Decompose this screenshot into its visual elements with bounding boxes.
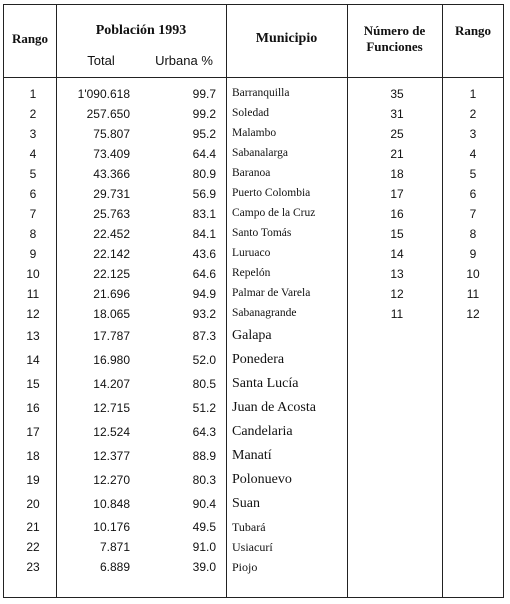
cell-total: 75.807 xyxy=(93,127,130,141)
cell-urbana: 88.9 xyxy=(192,449,216,463)
table-row xyxy=(4,540,503,556)
cell-funciones: 13 xyxy=(390,267,404,281)
cell-rango: 17 xyxy=(26,425,40,439)
cell-rango: 15 xyxy=(26,377,40,391)
cell-funciones: 25 xyxy=(390,127,404,141)
table-row xyxy=(4,425,503,441)
cell-municipio: Suan xyxy=(232,496,260,511)
table-row xyxy=(4,560,503,576)
cell-urbana: 84.1 xyxy=(192,227,216,241)
header-funciones-line2: Funciones xyxy=(366,39,423,54)
table-row xyxy=(4,87,503,103)
table-row xyxy=(4,473,503,489)
cell-total: 22.125 xyxy=(93,267,130,281)
cell-total: 1'090.618 xyxy=(77,87,130,101)
cell-municipio: Palmar de Varela xyxy=(232,287,311,299)
cell-urbana: 51.2 xyxy=(192,401,216,415)
table-row xyxy=(4,520,503,536)
cell-municipio: Manatí xyxy=(232,448,272,463)
table-row xyxy=(4,107,503,123)
cell-municipio: Tubará xyxy=(232,520,266,534)
cell-urbana: 43.6 xyxy=(192,247,216,261)
cell-funciones: 31 xyxy=(390,107,404,121)
cell-funciones: 35 xyxy=(390,87,404,101)
cell-funciones: 14 xyxy=(390,247,404,261)
cell-rango: 8 xyxy=(29,227,37,241)
cell-rango: 14 xyxy=(26,353,40,367)
cell-urbana: 80.3 xyxy=(192,473,216,487)
table-row xyxy=(4,307,503,323)
cell-total: 16.980 xyxy=(93,353,130,367)
cell-municipio: Usiacurí xyxy=(232,540,273,554)
cell-urbana: 94.9 xyxy=(192,287,216,301)
cell-municipio: Santo Tomás xyxy=(232,227,292,239)
cell-urbana: 91.0 xyxy=(192,540,216,554)
table-row xyxy=(4,377,503,393)
cell-urbana: 95.2 xyxy=(192,127,216,141)
cell-rango: 7 xyxy=(29,207,37,221)
cell-rango: 3 xyxy=(29,127,37,141)
cell-urbana: 52.0 xyxy=(192,353,216,367)
cell-municipio: Candelaria xyxy=(232,424,293,439)
cell-funciones: 18 xyxy=(390,167,404,181)
cell-rango-right: 3 xyxy=(469,127,477,141)
cell-urbana: 87.3 xyxy=(192,329,216,343)
table-row xyxy=(4,401,503,417)
table-row xyxy=(4,287,503,303)
header-total: Total xyxy=(87,53,115,68)
cell-rango-right: 9 xyxy=(469,247,477,261)
cell-rango: 2 xyxy=(29,107,37,121)
cell-rango: 10 xyxy=(26,267,40,281)
table-row xyxy=(4,147,503,163)
cell-total: 257.650 xyxy=(86,107,130,121)
cell-municipio: Barranquilla xyxy=(232,87,290,99)
cell-rango: 4 xyxy=(29,147,37,161)
cell-funciones: 17 xyxy=(390,187,404,201)
cell-rango-right: 5 xyxy=(469,167,477,181)
cell-rango: 12 xyxy=(26,307,40,321)
cell-municipio: Luruaco xyxy=(232,247,271,259)
cell-rango: 16 xyxy=(26,401,40,415)
cell-rango-right: 8 xyxy=(469,227,477,241)
cell-urbana: 56.9 xyxy=(192,187,216,201)
header-rango: Rango xyxy=(11,31,49,46)
cell-rango-right: 7 xyxy=(469,207,477,221)
cell-rango: 22 xyxy=(26,540,40,554)
cell-rango-right: 11 xyxy=(466,287,480,301)
cell-municipio: Juan de Acosta xyxy=(232,400,316,415)
cell-municipio: Polonuevo xyxy=(232,472,292,487)
table-row xyxy=(4,167,503,183)
header-municipio: Municipio xyxy=(255,31,318,46)
cell-rango: 19 xyxy=(26,473,40,487)
cell-funciones: 11 xyxy=(390,307,404,321)
cell-municipio: Repelón xyxy=(232,267,271,279)
cell-total: 21.696 xyxy=(93,287,130,301)
cell-rango: 18 xyxy=(26,449,40,463)
table-row xyxy=(4,329,503,345)
table-row xyxy=(4,497,503,513)
header-funciones-line1: Número de xyxy=(363,23,426,38)
header-urbana: Urbana % xyxy=(155,53,213,68)
cell-rango-right: 6 xyxy=(469,187,477,201)
cell-total: 12.377 xyxy=(93,449,130,463)
cell-municipio: Baranoa xyxy=(232,167,271,179)
cell-funciones: 16 xyxy=(390,207,404,221)
cell-funciones: 21 xyxy=(390,147,404,161)
cell-municipio: Campo de la Cruz xyxy=(232,207,316,219)
cell-rango: 20 xyxy=(26,497,40,511)
cell-total: 14.207 xyxy=(93,377,130,391)
table-row xyxy=(4,267,503,283)
cell-rango: 11 xyxy=(26,287,40,301)
cell-total: 12.270 xyxy=(93,473,130,487)
cell-urbana: 80.5 xyxy=(192,377,216,391)
cell-total: 43.366 xyxy=(93,167,130,181)
cell-total: 12.524 xyxy=(93,425,130,439)
table-row xyxy=(4,247,503,263)
cell-urbana: 80.9 xyxy=(192,167,216,181)
cell-rango: 6 xyxy=(29,187,37,201)
cell-urbana: 83.1 xyxy=(192,207,216,221)
cell-total: 10.176 xyxy=(93,520,130,534)
cell-municipio: Sabanalarga xyxy=(232,147,288,159)
cell-rango-right: 12 xyxy=(466,307,480,321)
table-row xyxy=(4,207,503,223)
cell-rango: 5 xyxy=(29,167,37,181)
cell-municipio: Santa Lucía xyxy=(232,376,299,391)
table-row xyxy=(4,127,503,143)
cell-total: 22.452 xyxy=(93,227,130,241)
cell-urbana: 64.4 xyxy=(192,147,216,161)
cell-municipio: Piojo xyxy=(232,560,258,574)
cell-total: 10.848 xyxy=(93,497,130,511)
cell-municipio: Malambo xyxy=(232,127,277,139)
table-row xyxy=(4,353,503,369)
cell-total: 18.065 xyxy=(93,307,130,321)
cell-total: 17.787 xyxy=(93,329,130,343)
cell-rango: 1 xyxy=(29,87,37,101)
table-row xyxy=(4,187,503,203)
cell-total: 73.409 xyxy=(93,147,130,161)
cell-municipio: Puerto Colombia xyxy=(232,187,311,199)
cell-total: 6.889 xyxy=(99,560,130,574)
header-poblacion: Población 1993 xyxy=(95,23,187,38)
cell-urbana: 99.7 xyxy=(192,87,216,101)
cell-urbana: 99.2 xyxy=(192,107,216,121)
cell-municipio: Soledad xyxy=(232,107,270,119)
cell-urbana: 49.5 xyxy=(192,520,216,534)
cell-total: 12.715 xyxy=(93,401,130,415)
cell-rango-right: 2 xyxy=(469,107,477,121)
cell-urbana: 90.4 xyxy=(192,497,216,511)
cell-total: 25.763 xyxy=(93,207,130,221)
cell-rango: 23 xyxy=(26,560,40,574)
cell-urbana: 64.3 xyxy=(192,425,216,439)
cell-total: 7.871 xyxy=(99,540,130,554)
table-frame xyxy=(3,4,504,598)
cell-rango: 9 xyxy=(29,247,37,261)
cell-rango-right: 10 xyxy=(466,267,480,281)
table-row xyxy=(4,227,503,243)
cell-urbana: 39.0 xyxy=(192,560,216,574)
cell-funciones: 15 xyxy=(390,227,404,241)
cell-urbana: 64.6 xyxy=(192,267,216,281)
cell-municipio: Sabanagrande xyxy=(232,307,297,319)
cell-rango-right: 4 xyxy=(469,147,477,161)
cell-total: 22.142 xyxy=(93,247,130,261)
cell-rango: 21 xyxy=(26,520,40,534)
cell-municipio: Galapa xyxy=(232,328,272,343)
table-row xyxy=(4,449,503,465)
cell-rango: 13 xyxy=(26,329,40,343)
header-rango-right: Rango xyxy=(454,23,492,38)
cell-rango-right: 1 xyxy=(469,87,477,101)
header-divider xyxy=(4,77,503,78)
cell-funciones: 12 xyxy=(390,287,404,301)
cell-urbana: 93.2 xyxy=(192,307,216,321)
cell-municipio: Ponedera xyxy=(232,352,285,367)
cell-total: 29.731 xyxy=(93,187,130,201)
